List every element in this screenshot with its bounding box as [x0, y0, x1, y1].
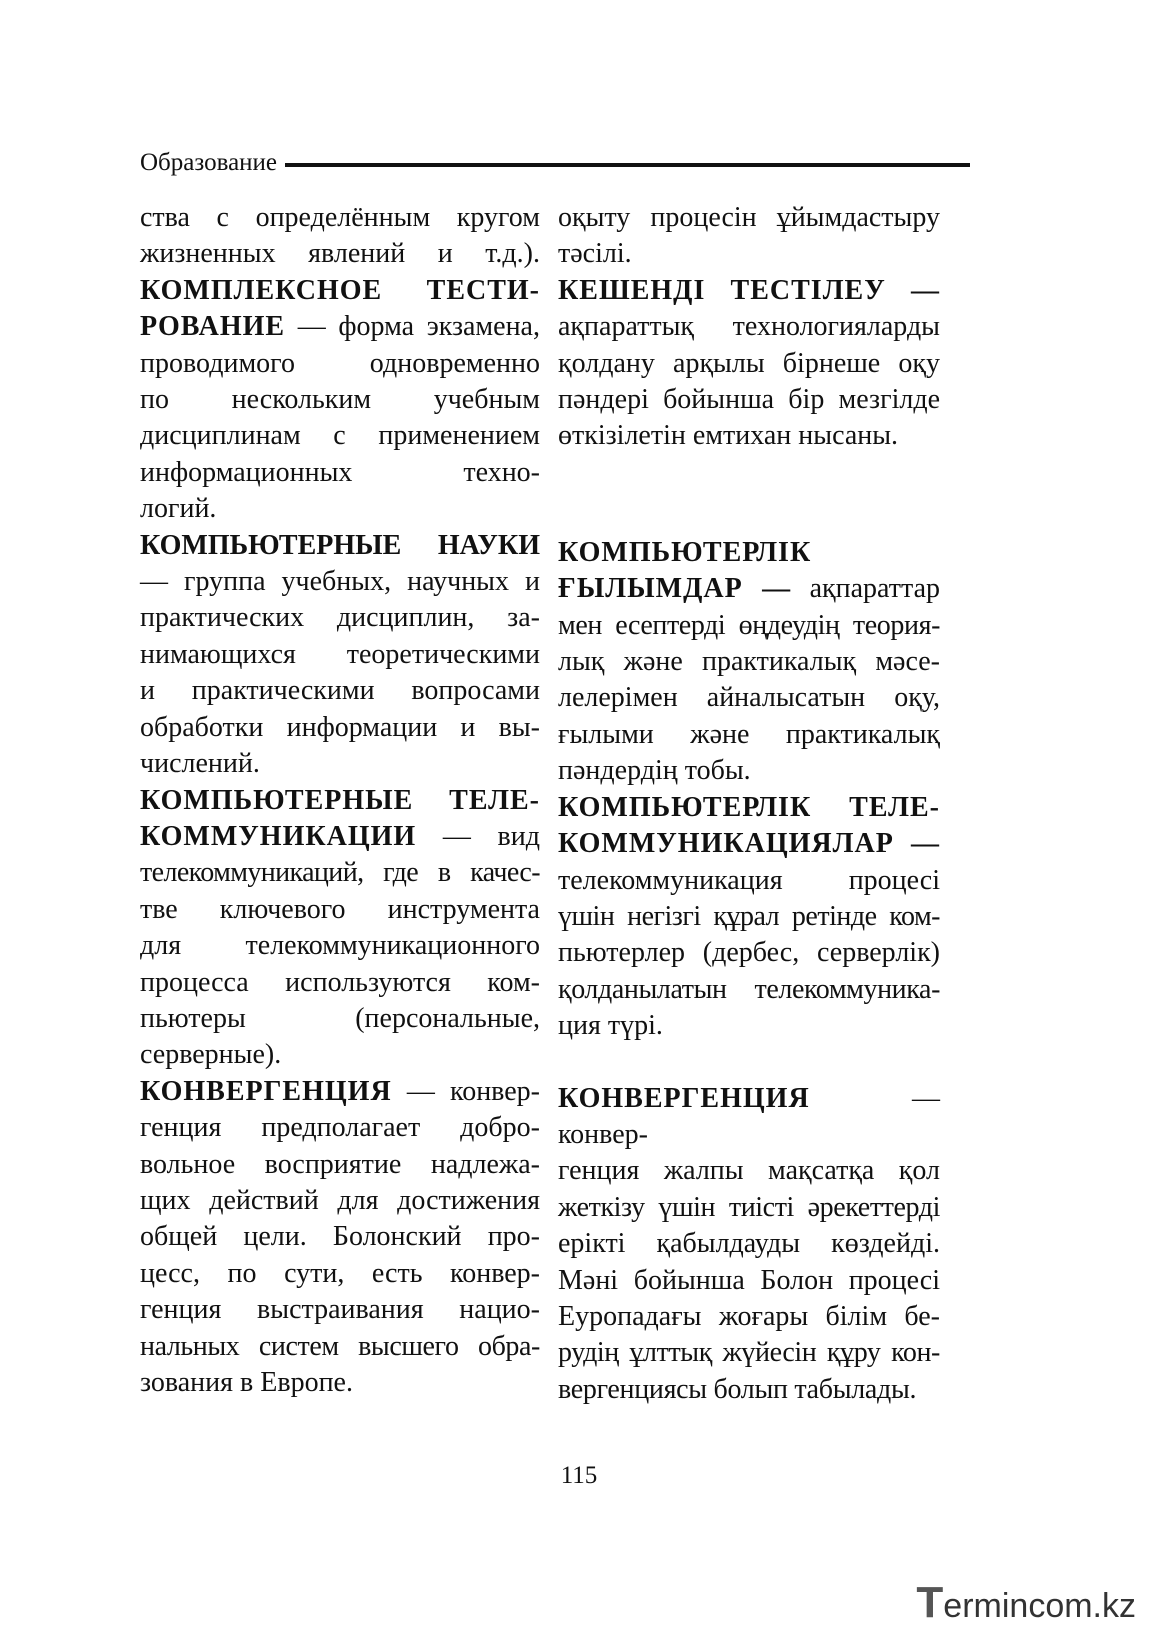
watermark-text: ermincom.kz	[943, 1586, 1136, 1625]
text-line: мен есептерді өңдеудің теория-	[558, 609, 940, 641]
text-line: жеткізу үшін тиісті әрекеттерді	[558, 1191, 940, 1223]
text-line: лық және практикалық мәсе-	[558, 646, 940, 678]
text-line: по нескольким учебным	[140, 384, 540, 416]
entry-intro-kz	[558, 200, 940, 273]
term-heading: КОМПЬЮТЕРЛІК ТЕЛЕ-	[558, 791, 940, 823]
entry-convergence-ru	[140, 1074, 540, 1402]
text-line: қолдану арқылы бірнеше оқу	[558, 347, 940, 379]
definition-text: — вид	[416, 820, 540, 852]
text-line: проводимого одновременно	[140, 347, 540, 379]
term-heading: КОМПЬЮТЕРНЫЕ ТЕЛЕ-	[140, 784, 540, 816]
text-line: для телекоммуникационного	[140, 930, 540, 962]
text-line: ства с определённым кругом	[140, 202, 540, 233]
text-line: тве ключевого инструмента	[140, 893, 540, 925]
spacer	[558, 1045, 940, 1081]
spacer	[558, 455, 940, 535]
text-line: телекоммуникация процесі	[558, 864, 940, 896]
text-line: цесс, по сути, есть конвер-	[140, 1257, 540, 1289]
text-line: рудің ұлттық жүйесін құру кон-	[558, 1337, 940, 1369]
text-line	[140, 309, 540, 345]
site-watermark	[916, 1578, 1136, 1627]
text-line: нальных систем высшего обра-	[140, 1330, 540, 1362]
text-line: өткізілетін емтихан нысаны.	[558, 420, 899, 452]
text-line: генция жалпы мақсатқа қол	[558, 1155, 940, 1187]
text-line: практических дисциплин, за-	[140, 602, 540, 634]
term-heading: КОММУНИКАЦИИ	[140, 820, 417, 852]
watermark-logo-letter: T	[916, 1578, 944, 1627]
text-line: Мәні бойынша Болон процесі	[558, 1264, 940, 1296]
text-line: и практическими вопросами	[140, 675, 540, 707]
entry-computer-science-kz	[558, 535, 940, 790]
entry-complex-testing-ru	[140, 273, 540, 528]
text-line: оқыту процесін ұйымдастыру	[558, 202, 940, 233]
page-number: 115	[560, 1462, 598, 1489]
entry-convergence-kz	[558, 1081, 940, 1409]
text-line: үшін негізгі құрал ретінде ком-	[558, 900, 940, 932]
term-heading: КОМПЬЮТЕРНЫЕ НАУКИ	[140, 529, 540, 561]
definition-text: — конвер-	[391, 1075, 540, 1107]
definition-text: — конвер-	[558, 1082, 940, 1150]
text-line: қолданылатын телекоммуника-	[558, 973, 940, 1005]
text-line	[140, 819, 540, 855]
text-line: жизненных явлений и т.д.).	[140, 238, 540, 270]
text-line: телекоммуникаций, где в качес-	[140, 857, 540, 889]
text-line	[558, 571, 940, 607]
text-line: генция выстраивания нацио-	[140, 1294, 540, 1326]
definition-text: — форма экзамена,	[285, 311, 540, 343]
text-line: генция предполагает добро-	[140, 1112, 540, 1144]
entry-intro-ru	[140, 200, 540, 273]
header-rule	[285, 163, 970, 167]
definition-text: ақпараттар	[791, 573, 941, 605]
entry-computer-science-ru	[140, 528, 540, 783]
text-line: ерікті қабылдауды көздейді.	[558, 1228, 940, 1260]
text-line: процесса используются ком-	[140, 966, 540, 998]
text-line	[140, 1074, 540, 1110]
running-header	[140, 145, 970, 181]
term-heading: КОМПЬЮТЕРЛІК	[558, 536, 812, 568]
left-column	[140, 200, 540, 1401]
text-line: ғылыми және практикалық	[558, 718, 940, 750]
text-line: дисциплинам с применением	[140, 420, 540, 452]
text-line: общей цели. Болонский про-	[140, 1221, 540, 1253]
text-line: вольное восприятие надлежа-	[140, 1148, 540, 1180]
text-line: лелерімен айналысатын оқу,	[558, 682, 940, 714]
term-heading: РОВАНИЕ	[140, 311, 286, 343]
entry-complex-testing-kz	[558, 273, 940, 455]
text-line: ция түрі.	[558, 1010, 663, 1042]
text-line: Еуропадағы жоғары білім бе-	[558, 1300, 940, 1332]
text-line: пьютерлер (дербес, серверлік)	[558, 937, 940, 969]
entry-computer-telecom-kz	[558, 790, 940, 1045]
text-line: логий.	[140, 493, 217, 525]
text-line: вергенциясы болып табылады.	[558, 1373, 917, 1405]
text-line: информационных техно-	[140, 456, 540, 488]
text-line: щих действий для достижения	[140, 1184, 540, 1216]
text-line	[558, 1081, 940, 1154]
term-heading: КОНВЕРГЕНЦИЯ	[558, 1082, 810, 1114]
entry-computer-telecom-ru	[140, 783, 540, 1074]
text-line: зования в Европе.	[140, 1367, 353, 1398]
text-line: — группа учебных, научных и	[140, 566, 540, 598]
text-line: пәндері бойынша бір мезгілде	[558, 384, 940, 416]
term-heading: КОММУНИКАЦИЯЛАР —	[558, 828, 940, 860]
right-column	[558, 200, 940, 1408]
text-line: числений.	[140, 748, 260, 780]
text-line: серверные).	[140, 1039, 282, 1071]
section-title: Образование	[140, 149, 278, 176]
text-line: нимающихся теоретическими	[140, 638, 540, 670]
term-heading: ҒЫЛЫМДАР —	[558, 573, 792, 605]
term-heading: КОМПЛЕКСНОЕ ТЕСТИ-	[140, 274, 540, 306]
text-line: ақпараттық технологияларды	[558, 311, 940, 343]
term-heading: КЕШЕНДІ ТЕСТІЛЕУ —	[558, 274, 940, 306]
text-line: пәндердің тобы.	[558, 755, 751, 787]
term-heading: КОНВЕРГЕНЦИЯ	[140, 1075, 392, 1107]
text-line: обработки информации и вы-	[140, 711, 540, 743]
text-line: пьютеры (персональные,	[140, 1002, 540, 1034]
text-line: тәсілі.	[558, 238, 632, 270]
